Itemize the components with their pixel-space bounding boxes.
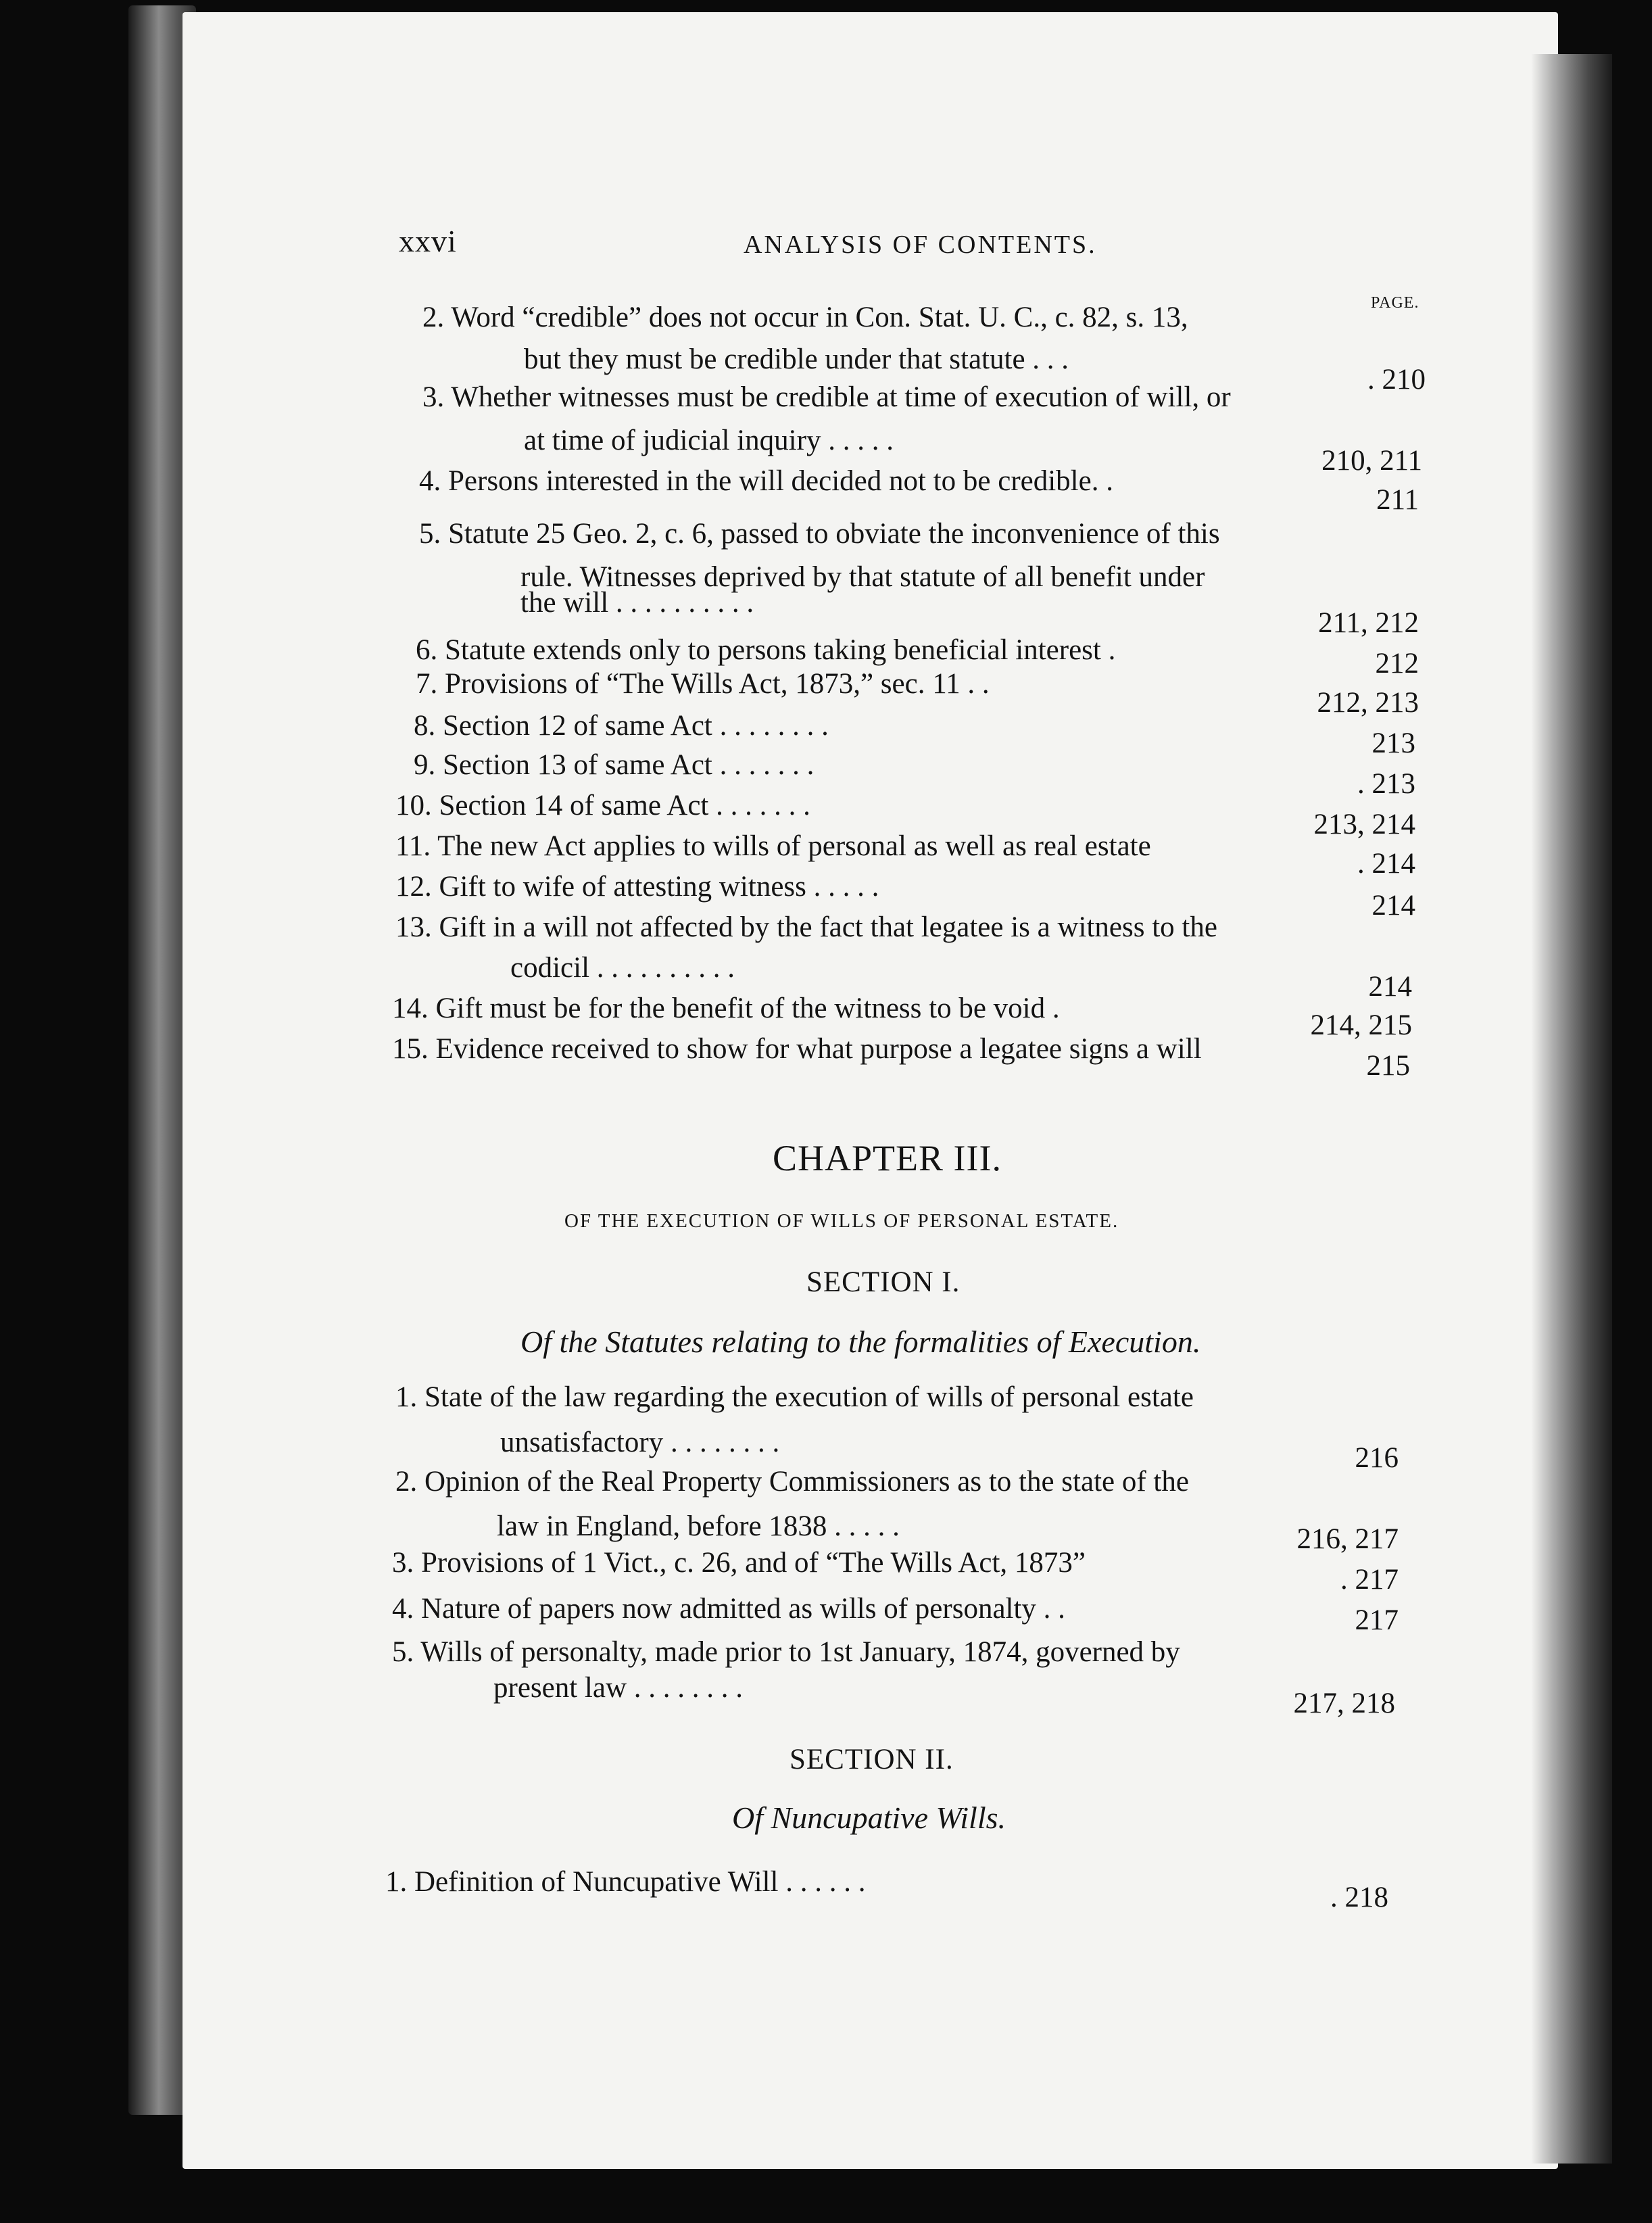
entry-line: 1. Definition of Nuncupative Will . . . . . . <box>385 1866 866 1898</box>
entry-line: 5. Statute 25 Geo. 2, c. 6, passed to obviate the inconvenience of this <box>419 518 1220 550</box>
entry-page: . 217 <box>1340 1564 1399 1596</box>
entry-page: 214, 215 <box>1310 1009 1412 1041</box>
chapter-title: CHAPTER III. <box>773 1138 1002 1178</box>
entry-page: 213 <box>1371 727 1415 759</box>
entry-line: rule. Witnesses deprived by that statute of all benefit under <box>520 561 1205 593</box>
book-page <box>183 12 1558 2169</box>
entry-page: 214 <box>1368 971 1412 1003</box>
entry-line: 5. Wills of personalty, made prior to 1st January, 1874, governed by <box>392 1636 1180 1668</box>
entry-line: unsatisfactory . . . . . . . . <box>500 1427 780 1458</box>
entry-line: present law . . . . . . . . <box>493 1672 744 1704</box>
entry-line: 7. Provisions of “The Wills Act, 1873,” sec. 11 . . <box>416 668 990 700</box>
entry-line: 6. Statute extends only to persons taking beneficial interest . <box>416 634 1116 666</box>
entry-page: 216, 217 <box>1296 1523 1399 1555</box>
section-title: SECTION I. <box>806 1266 961 1298</box>
entry-page: 214 <box>1371 890 1415 922</box>
section-subtitle: Of the Statutes relating to the formalities of Execution. <box>520 1324 1201 1359</box>
chapter-subtitle: OF THE EXECUTION OF WILLS OF PERSONAL ESTATE. <box>564 1210 1119 1232</box>
entry-page: 212 <box>1375 648 1419 679</box>
entry-page: 215 <box>1366 1050 1410 1082</box>
entry-page: 211 <box>1376 484 1419 516</box>
entry-line: 1. State of the law regarding the execution of wills of personal estate <box>395 1381 1194 1413</box>
entry-line: 3. Whether witnesses must be credible at time of execution of will, or <box>422 381 1231 413</box>
entry-line: 14. Gift must be for the benefit of the witness to be void . <box>392 993 1060 1024</box>
entry-page: 211, 212 <box>1318 607 1419 639</box>
page-number: xxvi <box>399 224 457 258</box>
page-column-label: PAGE. <box>1371 294 1419 312</box>
entry-page: 217, 218 <box>1293 1688 1395 1719</box>
entry-line: 13. Gift in a will not affected by the fact that legatee is a witness to the <box>395 911 1217 943</box>
entry-line: at time of judicial inquiry . . . . . <box>524 425 894 456</box>
entry-line: 11. The new Act applies to wills of personal as well as real estate <box>395 830 1151 862</box>
entry-line: 3. Provisions of 1 Vict., c. 26, and of “The Wills Act, 1873” <box>392 1547 1086 1579</box>
entry-line: 8. Section 12 of same Act . . . . . . . . <box>414 710 829 742</box>
entry-line: law in England, before 1838 . . . . . <box>497 1510 900 1542</box>
entry-line: 12. Gift to wife of attesting witness . . . . . <box>395 871 879 903</box>
entry-line: 9. Section 13 of same Act . . . . . . . <box>414 749 815 781</box>
entry-page: . 218 <box>1330 1882 1388 1913</box>
entry-page: . 214 <box>1357 848 1415 880</box>
entry-page: 210, 211 <box>1321 445 1422 477</box>
section-subtitle: Of Nuncupative Wills. <box>732 1800 1006 1835</box>
entry-line: codicil . . . . . . . . . . <box>510 952 735 984</box>
entry-page: . 210 <box>1367 364 1426 396</box>
entry-line: 2. Opinion of the Real Property Commissioners as to the state of the <box>395 1466 1189 1498</box>
running-head: ANALYSIS OF CONTENTS. <box>744 231 1097 259</box>
entry-line: 10. Section 14 of same Act . . . . . . . <box>395 790 810 821</box>
entry-page: 217 <box>1355 1604 1399 1636</box>
entry-line: 4. Persons interested in the will decided not to be credible. . <box>419 465 1113 497</box>
entry-page: 216 <box>1355 1442 1399 1474</box>
gutter-shadow <box>1531 54 1612 2164</box>
entry-line: the will . . . . . . . . . . <box>520 587 754 619</box>
entry-line: 15. Evidence received to show for what purpose a legatee signs a will <box>392 1033 1202 1065</box>
entry-page: 213, 214 <box>1313 809 1415 840</box>
section-title: SECTION II. <box>789 1744 954 1775</box>
entry-line: 2. Word “credible” does not occur in Con. Stat. U. C., c. 82, s. 13, <box>422 302 1188 333</box>
entry-line: but they must be credible under that statute . . . <box>524 343 1069 375</box>
entry-page: . 213 <box>1357 768 1415 800</box>
entry-page: 212, 213 <box>1317 687 1419 719</box>
entry-line: 4. Nature of papers now admitted as wills of personalty . . <box>392 1593 1065 1625</box>
